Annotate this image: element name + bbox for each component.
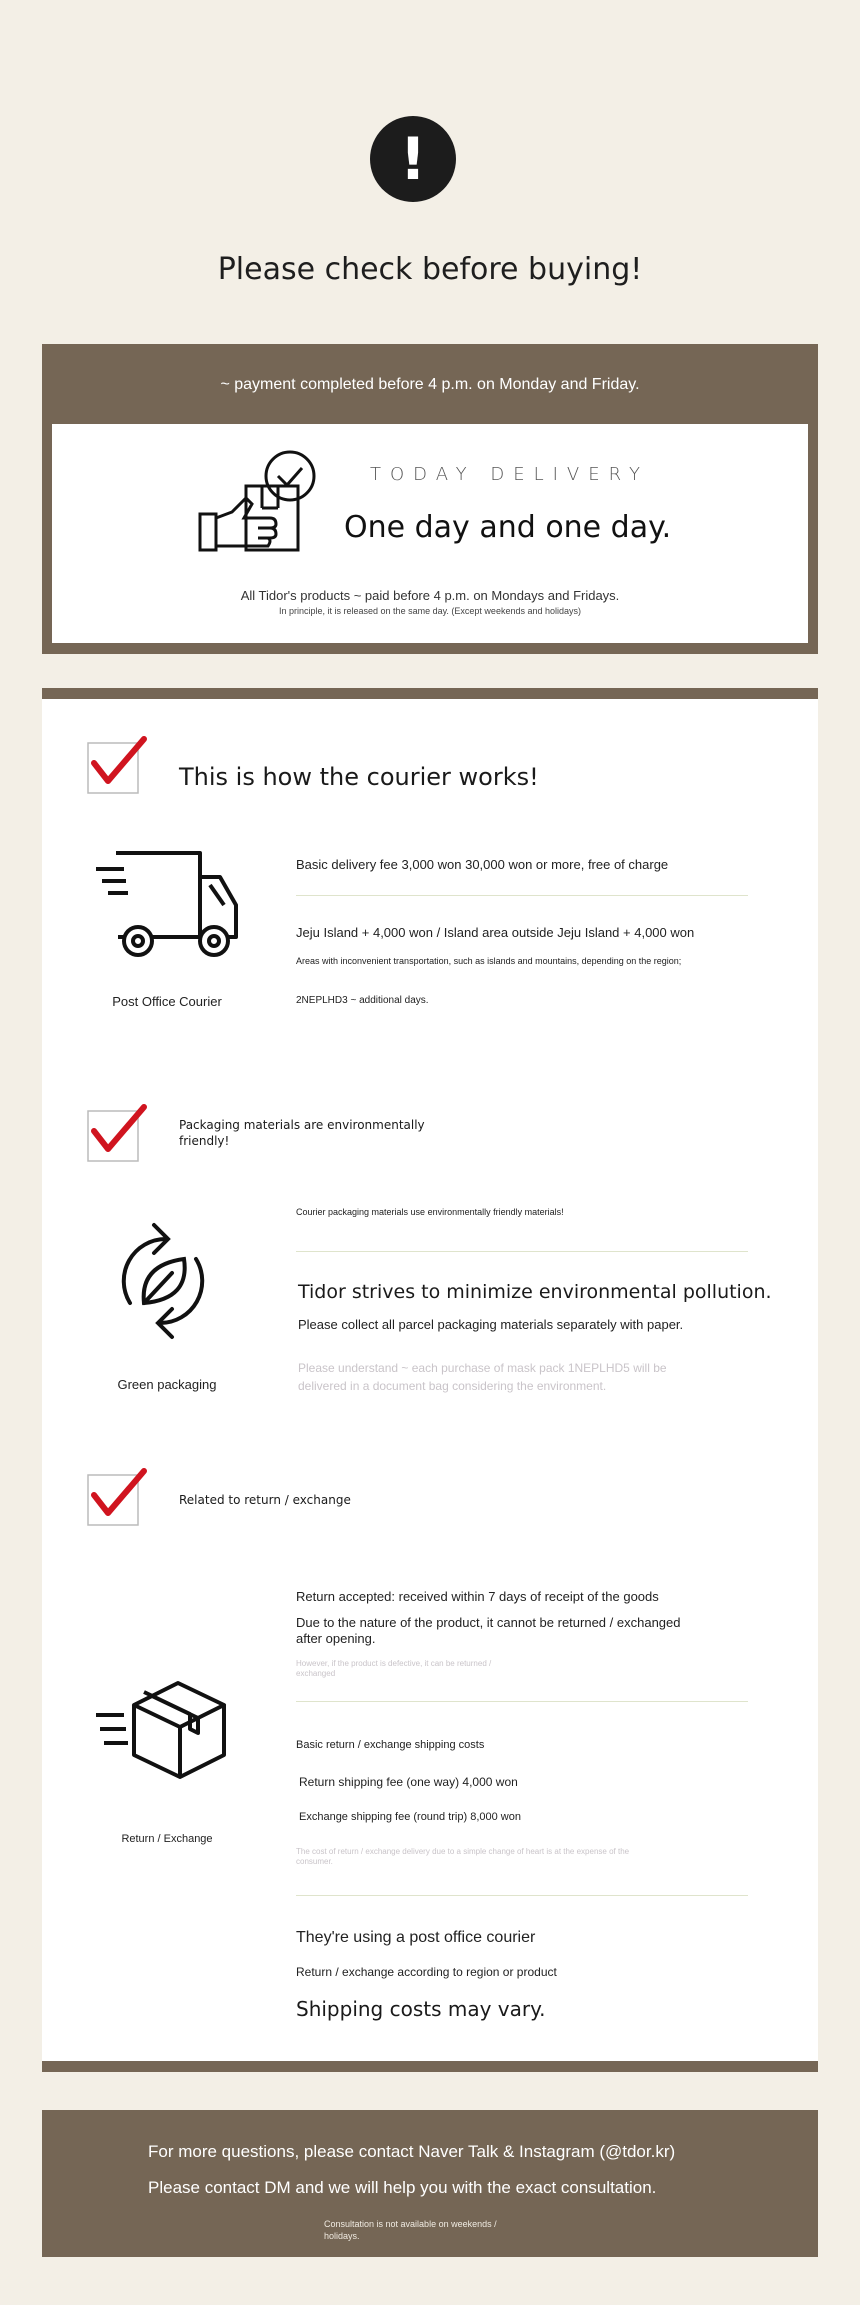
exchange-fee: Exchange shipping fee (round trip) 8,000 won [299, 1811, 521, 1823]
divider [296, 1895, 748, 1896]
delivery-subnote: In principle, it is released on the same day. (Except weekends and holidays) [279, 606, 581, 616]
return-fee: Return shipping fee (one way) 4,000 won [299, 1775, 518, 1789]
returns-icon-label: Return / Exchange [121, 1833, 213, 1845]
divider [296, 895, 748, 896]
info-panel [42, 688, 818, 2072]
region-note: Return / exchange according to region or product [296, 1965, 557, 1979]
packaging-icon-label: Green packaging [117, 1377, 217, 1392]
divider [296, 1701, 748, 1702]
delivery-fee: Basic delivery fee 3,000 won 30,000 won or more, free of charge [296, 857, 669, 872]
return-nature: Due to the nature of the product, it cannot be returned / exchanged after opening. [296, 1615, 681, 1646]
packaging-headline: Tidor strives to minimize environmental pollution. [298, 1281, 772, 1303]
check-icon [86, 733, 148, 795]
delivery-banner [42, 344, 818, 654]
courier-title: This is how the courier works! [179, 763, 539, 791]
island-fee: Jeju Island + 4,000 won / Island area outside Jeju Island + 4,000 won [296, 925, 695, 940]
divider [296, 1251, 748, 1252]
truck-icon [94, 849, 240, 959]
delivery-card [52, 424, 808, 643]
return-cost-note: The cost of return / exchange delivery due to a simple change of heart is at the expense of the consumer. [296, 1847, 630, 1866]
packaging-title: Packaging materials are environmentally friendly! [179, 1118, 425, 1148]
consultation-note: Consultation is not available on weekends / holidays. [324, 2219, 497, 2241]
today-delivery-label: TODAY DELIVERY [370, 464, 649, 485]
delivery-note: All Tidor's products ~ paid before 4 p.m. on Mondays and Fridays. [240, 588, 620, 603]
check-icon [86, 1101, 148, 1163]
alert-icon [370, 116, 456, 202]
check-icon [86, 1465, 148, 1527]
return-defective: However, if the product is defective, it can be returned / exchanged [296, 1659, 492, 1678]
delivery-box-icon [198, 448, 318, 558]
delivery-top-text: ~ payment completed before 4 p.m. on Monday and Friday. [220, 376, 640, 393]
packaging-mask-note: Please understand ~ each purchase of mask pack 1NEPLHD5 will be delivered in a document bag considering the environment. [298, 1361, 667, 1393]
return-accepted: Return accepted: received within 7 days of receipt of the goods [296, 1589, 659, 1604]
contact-footer [42, 2110, 818, 2257]
recycle-leaf-icon [110, 1219, 216, 1343]
box-icon [94, 1675, 230, 1779]
courier-icon-label: Post Office Courier [112, 994, 222, 1009]
contact-line: For more questions, please contact Naver Talk & Instagram (@tdor.kr) [148, 2142, 676, 2161]
shipping-vary: Shipping costs may vary. [296, 1997, 546, 2021]
returns-title: Related to return / exchange [179, 1493, 351, 1507]
basic-shipping: Basic return / exchange shipping costs [296, 1739, 485, 1751]
areas-note: Areas with inconvenient transportation, such as islands and mountains, depending on the region; [296, 956, 682, 966]
delivery-headline: One day and one day. [344, 510, 672, 545]
additional-days: 2NEPLHD3 ~ additional days. [296, 995, 429, 1006]
post-office-note: They're using a post office courier [296, 1929, 536, 1946]
consultation-line: Please contact DM and we will help you with the exact consultation. [148, 2178, 657, 2197]
packaging-materials: Courier packaging materials use environmentally friendly materials! [296, 1207, 564, 1217]
page-title: Please check before buying! [217, 252, 643, 287]
packaging-collect: Please collect all parcel packaging materials separately with paper. [298, 1317, 684, 1332]
alert-symbol: ! [399, 125, 427, 193]
